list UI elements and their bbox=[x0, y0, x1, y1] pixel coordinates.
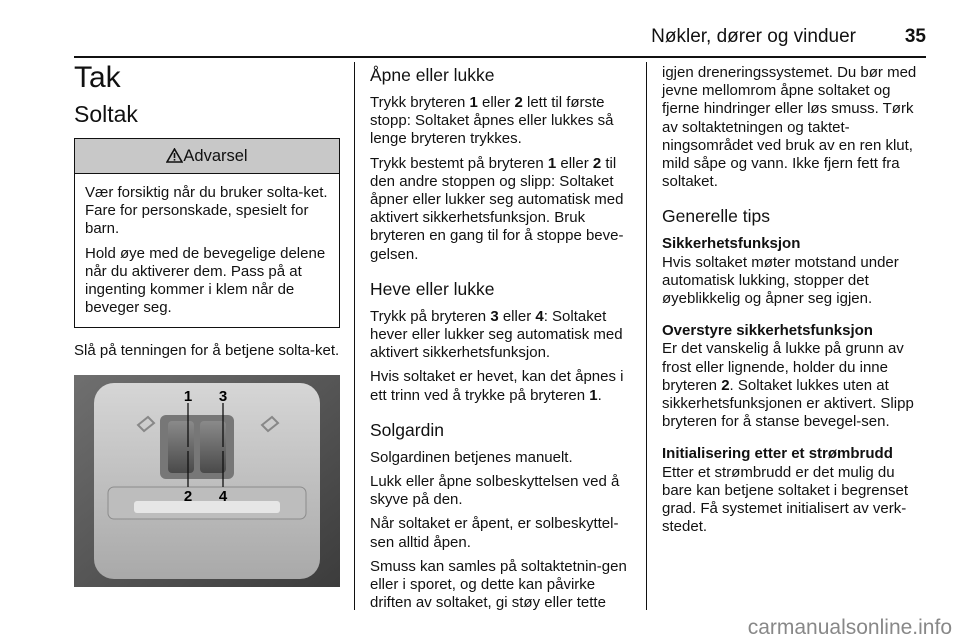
sunroof-switch-illustration bbox=[74, 375, 340, 587]
right-column bbox=[662, 64, 926, 542]
figure-label-2: 2 bbox=[183, 487, 193, 505]
override-safety-title: Overstyre sikkerhetsfunksjon bbox=[662, 322, 873, 340]
column-divider-2 bbox=[646, 62, 647, 610]
warning-box bbox=[74, 138, 340, 328]
left-column bbox=[74, 60, 340, 587]
safety-function-text: Hvis soltaket møter motstand under automatisk lukking, stopper det øyeblikkelig og åpner seg igjen. bbox=[662, 253, 899, 308]
heading-open-close: Åpne eller lukke bbox=[370, 65, 495, 85]
ignition-text: Slå på tenningen for å betjene solta-ket. bbox=[74, 342, 340, 360]
figure-label-1: 1 bbox=[183, 387, 193, 405]
override-safety-text: Er det vanskelig å lukke på grunn av frost eller lignende, holder du inne bryteren 2. Soltaket lukkes uten at sikkerhetsfunksjonen er aktivert. Slipp bryteren for å stanse bevegel-sen. bbox=[662, 340, 914, 431]
warning-header bbox=[75, 139, 339, 174]
warning-triangle-icon bbox=[166, 148, 183, 163]
figure-label-3: 3 bbox=[218, 387, 228, 405]
power-failure-text: Etter et strømbrudd er det mulig du bare kan betjene soltaket i begrenset grad. Få systemet initialisert av verk-stedet. bbox=[662, 463, 908, 536]
open-text-1: Trykk bryteren 1 eller 2 lett til første stopp: Soltaket åpnes eller lukkes så lenge bryteren trykkes. bbox=[370, 94, 614, 148]
heading-sunshade: Solgardin bbox=[370, 419, 444, 440]
column-divider-1 bbox=[354, 62, 355, 610]
heading-lift-close: Heve eller lukke bbox=[370, 278, 495, 299]
lift-text-1: Trykk på bryteren 3 eller 4: Soltaket hever eller lukker seg automatisk med aktivert sikkerhetsfunksjon. bbox=[370, 307, 623, 362]
middle-column bbox=[370, 64, 632, 618]
figure-label-4: 4 bbox=[218, 487, 228, 505]
watermark: carmanualsonline.info bbox=[747, 616, 952, 639]
chapter-title: Nøkler, dører og vinduer bbox=[651, 26, 856, 47]
page-number: 35 bbox=[904, 26, 926, 47]
heading-general-tips: Generelle tips bbox=[662, 206, 770, 227]
shade-text-3: Når soltaket er åpent, er solbeskyttel-sen alltid åpen. bbox=[370, 515, 619, 551]
open-text-2: Trykk bestemt på bryteren 1 eller 2 til den andre stoppen og slipp: Soltaket åpner eller lukker seg automatisk med aktivert sikkerhetsfunksjon. Bruk bryteren en gang til for å stoppe beve-gelsen. bbox=[370, 154, 624, 263]
lift-text-2: Hvis soltaket er hevet, kan det åpnes i ett trinn ved å trykke på bryteren 1. bbox=[370, 368, 624, 404]
section-heading: Tak bbox=[74, 61, 121, 94]
subsection-heading: Soltak bbox=[74, 101, 138, 127]
header-rule bbox=[74, 56, 926, 58]
warning-text-1: Vær forsiktig når du bruker solta-ket. Fare for personskade, spesielt for barn. bbox=[85, 184, 328, 238]
warning-title: Advarsel bbox=[183, 147, 248, 165]
warning-text-2: Hold øye med de bevegelige delene når du aktiverer dem. Pass på at ingenting kommer i klem når de beveger seg. bbox=[85, 244, 326, 317]
shade-text-2: Lukk eller åpne solbeskyttelsen ved å skyve på den. bbox=[370, 473, 620, 509]
safety-function-title: Sikkerhetsfunksjon bbox=[662, 235, 801, 253]
shade-text-4: Smuss kan samles på soltaktetnin-gen eller i sporet, og dette kan påvirke driften av soltaket, gi støy eller tette bbox=[370, 557, 627, 612]
shade-text-1: Solgardinen betjenes manuelt. bbox=[370, 448, 573, 466]
power-failure-title: Initialisering etter et strømbrudd bbox=[662, 445, 893, 463]
page-header bbox=[74, 26, 926, 50]
continued-text: igjen dreneringssystemet. Du bør med jevne mellomrom åpne soltaket og fjerne hindringer eller løs smuss. Tørk av soltaktetningen og taktet-ningsområdet ved bruk av en ren klut, mild såpe og vann. Ikke fjern fett fra soltaket. bbox=[662, 64, 917, 191]
